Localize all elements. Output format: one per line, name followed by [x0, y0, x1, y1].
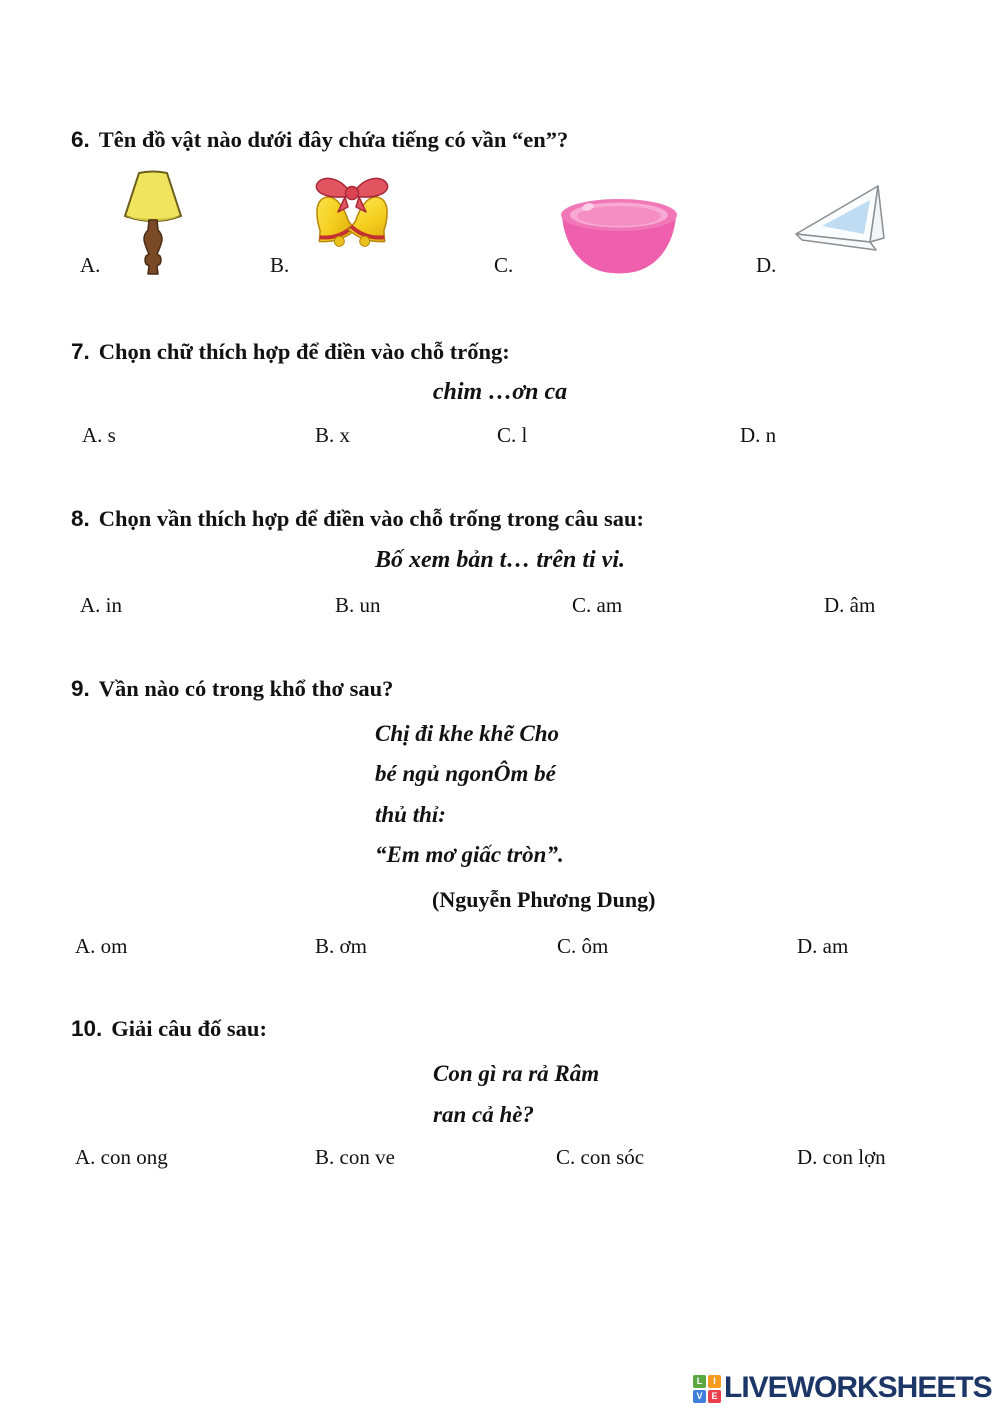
- question-6-number: 6.: [71, 127, 90, 152]
- q6-option-c-image[interactable]: [558, 196, 680, 278]
- folded-napkin-icon: [788, 176, 892, 264]
- q9-poem-attribution: (Nguyễn Phương Dung): [432, 887, 656, 912]
- logo-tile-i-letter: I: [713, 1376, 716, 1386]
- q7-option-c[interactable]: C. l: [497, 423, 528, 447]
- basin-icon: [558, 196, 680, 278]
- question-6-heading: [71, 127, 568, 153]
- q7-fill-in-prompt: chim …ơn ca: [432, 379, 568, 405]
- logo-tile-e: [708, 1390, 721, 1403]
- q8-option-d[interactable]: D. âm: [824, 593, 876, 617]
- q8-option-b[interactable]: B. un: [335, 593, 381, 617]
- q7-option-d[interactable]: D. n: [740, 423, 777, 447]
- liveworksheets-logo[interactable]: [693, 1371, 992, 1404]
- question-8-heading: [71, 506, 644, 532]
- bells-icon: [298, 170, 406, 266]
- q6-option-d-label[interactable]: D.: [756, 253, 777, 277]
- q6-option-d-image[interactable]: [788, 176, 892, 264]
- q9-poem-line-3: thủ thỉ:: [375, 802, 446, 827]
- q7-option-a[interactable]: A. s: [82, 423, 116, 447]
- q6-option-a-label[interactable]: A.: [80, 253, 101, 277]
- q9-option-d[interactable]: D. am: [797, 934, 849, 958]
- q8-option-a[interactable]: A. in: [80, 593, 122, 617]
- liveworksheets-logo-icon: [693, 1375, 721, 1403]
- q10-option-c[interactable]: C. con sóc: [556, 1145, 645, 1169]
- logo-tile-i: [708, 1375, 721, 1388]
- q6-option-b-label[interactable]: B.: [270, 253, 290, 277]
- question-10-title: Giải câu đố sau:: [111, 1016, 267, 1041]
- q7-option-b[interactable]: B. x: [315, 423, 351, 447]
- q9-poem-line-1: Chị đi khe khẽ Cho: [375, 721, 560, 746]
- question-7-heading: [71, 339, 510, 365]
- q9-poem-line-4: “Em mơ giấc tròn”.: [375, 842, 564, 867]
- q10-option-a[interactable]: A. con ong: [75, 1145, 168, 1169]
- logo-tile-e-letter: E: [711, 1391, 718, 1401]
- q10-option-b[interactable]: B. con ve: [315, 1145, 395, 1169]
- logo-tile-l: [693, 1375, 706, 1388]
- q9-option-a[interactable]: A. om: [75, 934, 128, 958]
- question-9-title: Vần nào có trong khổ thơ sau?: [98, 676, 394, 701]
- q10-option-d[interactable]: D. con lợn: [797, 1145, 886, 1169]
- q10-riddle-line-2: ran cả hè?: [433, 1102, 534, 1127]
- question-8-title: Chọn vần thích hợp để điền vào chỗ trống trong câu sau:: [98, 506, 645, 531]
- question-7-number: 7.: [71, 339, 90, 364]
- question-9-number: 9.: [71, 676, 90, 701]
- q8-option-c[interactable]: C. am: [572, 593, 623, 617]
- q9-poem-line-2: bé ngủ ngonÔm bé: [375, 761, 556, 786]
- question-9-heading: [71, 676, 393, 702]
- liveworksheets-logo-text: LIVEWORKSHEETS: [724, 1371, 992, 1404]
- question-8-number: 8.: [71, 506, 90, 531]
- question-10-heading: [71, 1016, 267, 1042]
- q6-option-c-label[interactable]: C.: [494, 253, 514, 277]
- q9-option-b[interactable]: B. ơm: [315, 934, 367, 958]
- question-6-title: Tên đồ vật nào dưới đây chứa tiếng có vần “en”?: [98, 127, 569, 152]
- q6-option-a-image[interactable]: [113, 168, 193, 278]
- question-10-number: 10.: [71, 1016, 103, 1041]
- question-7-title: Chọn chữ thích hợp để điền vào chỗ trống:: [98, 339, 510, 364]
- logo-tile-v: [693, 1390, 706, 1403]
- lamp-icon: [113, 168, 193, 278]
- q10-riddle-line-1: Con gì ra rả Râm: [433, 1061, 600, 1086]
- q9-option-c[interactable]: C. ôm: [557, 934, 609, 958]
- q8-fill-in-prompt: Bố xem bản t… trên ti vi.: [374, 547, 625, 573]
- logo-tile-v-letter: V: [696, 1391, 703, 1401]
- logo-tile-l-letter: L: [696, 1376, 703, 1386]
- q6-option-b-image[interactable]: [298, 170, 406, 266]
